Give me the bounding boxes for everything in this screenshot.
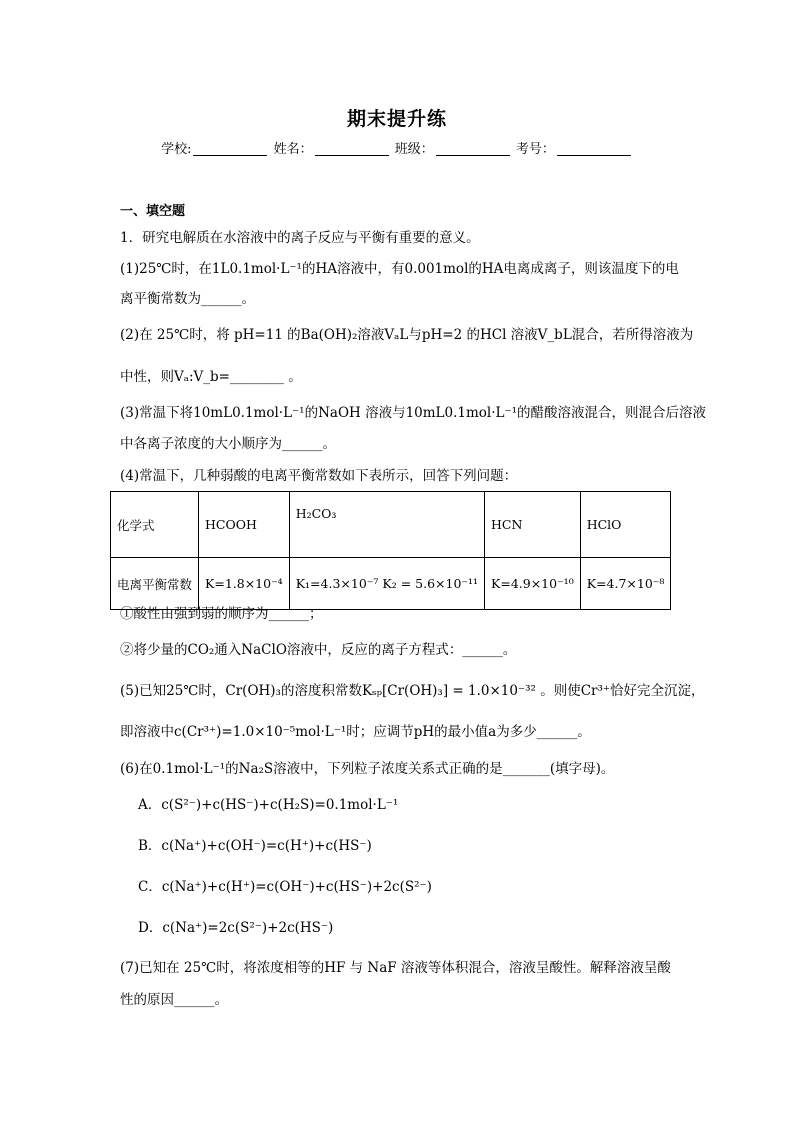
part-5-line-1: (5)已知25℃时，Cr(OH)₃的溶度积常数Kₛₚ[Cr(OH)₃] = 1.0×10⁻³² 。则使Cr³⁺恰好完全沉淀，: [120, 683, 705, 699]
part-6-line-1: (6)在0.1mol·L⁻¹的Na₂S溶液中，下列粒子浓度关系式正确的是_______(填字母)。: [120, 761, 615, 777]
table-cell: K=1.8×10⁻⁴: [199, 558, 290, 610]
table-cell: H₂CO₃: [289, 492, 484, 558]
table-cell: 化学式: [111, 492, 199, 558]
table-cell: HClO: [580, 492, 671, 558]
part-1-line-2: 离平衡常数为______。: [120, 291, 255, 307]
option-d: D．c(Na⁺)=2c(S²⁻)+2c(HS⁻): [138, 920, 334, 936]
part-2-line-1: (2)在 25℃时，将 pH=11 的Ba(OH)₂溶液VₐL与pH=2 的HCl 溶液V_bL混合，若所得溶液为: [120, 327, 694, 343]
part-3-line-2: 中各离子浓度的大小顺序为______。: [120, 436, 336, 452]
part-5-line-2: 即溶液中c(Cr³⁺)=1.0×10⁻⁵mol·L⁻¹时；应调节pH的最小值a为多少______。: [120, 724, 591, 740]
class-label: 班级：: [394, 142, 434, 157]
table-cell: K₁=4.3×10⁻⁷ K₂ = 5.6×10⁻¹¹: [289, 558, 484, 610]
part-7-line-1: (7)已知在 25℃时，将浓度相等的HF 与 NaF 溶液等体积混合，溶液呈酸性。解释溶液呈酸: [120, 960, 671, 976]
table-cell: K=4.9×10⁻¹⁰: [485, 558, 581, 610]
part-7-line-2: 性的原因______。: [120, 992, 228, 1008]
question-1-stem: 1．研究电解质在水溶液中的离子反应与平衡有重要的意义。: [120, 230, 480, 246]
table-cell: 电离平衡常数: [111, 558, 199, 610]
name-label: 姓名：: [273, 142, 313, 157]
section-heading: 一、填空题: [120, 204, 186, 219]
page-title: 期末提升练: [346, 108, 447, 130]
table-cell: HCOOH: [199, 492, 290, 558]
ionization-constant-table: [110, 491, 671, 610]
option-a: A．c(S²⁻)+c(HS⁻)+c(H₂S)=0.1mol·L⁻¹: [138, 797, 399, 813]
student-info-line: [0, 138, 794, 157]
exam-no-blank: [557, 141, 631, 156]
class-blank: [436, 141, 510, 156]
table-cell: K=4.7×10⁻⁸: [580, 558, 671, 610]
part-4-line-1: (4)常温下，几种弱酸的电离平衡常数如下表所示，回答下列问题：: [120, 468, 518, 484]
exam-no-label: 考号：: [515, 142, 555, 157]
school-blank: [193, 141, 267, 156]
part-1-line-1: (1)25℃时，在1L0.1mol·L⁻¹的HA溶液中，有0.001mol的HA电离成离子，则该温度下的电: [120, 261, 679, 277]
option-b: B．c(Na⁺)+c(OH⁻)=c(H⁺)+c(HS⁻): [138, 838, 372, 854]
table-cell: HCN: [485, 492, 581, 558]
table-header-row: [111, 492, 671, 558]
part-4-subquestion-2: ②将少量的CO₂通入NaClO溶液中，反应的离子方程式：______。: [120, 642, 517, 658]
part-2-line-2: 中性，则Vₐ:V_b=________ 。: [120, 369, 302, 385]
part-4-subquestion-1: ①酸性由强到弱的顺序为______；: [120, 606, 323, 622]
option-c: C．c(Na⁺)+c(H⁺)=c(OH⁻)+c(HS⁻)+2c(S²⁻): [138, 879, 432, 895]
part-3-line-1: (3)常温下将10mL0.1mol·L⁻¹的NaOH 溶液与10mL0.1mol·L⁻¹的醋酸溶液混合，则混合后溶液: [120, 405, 707, 421]
table-row: [111, 558, 671, 610]
name-blank: [315, 141, 389, 156]
school-label: 学校:: [161, 142, 192, 157]
